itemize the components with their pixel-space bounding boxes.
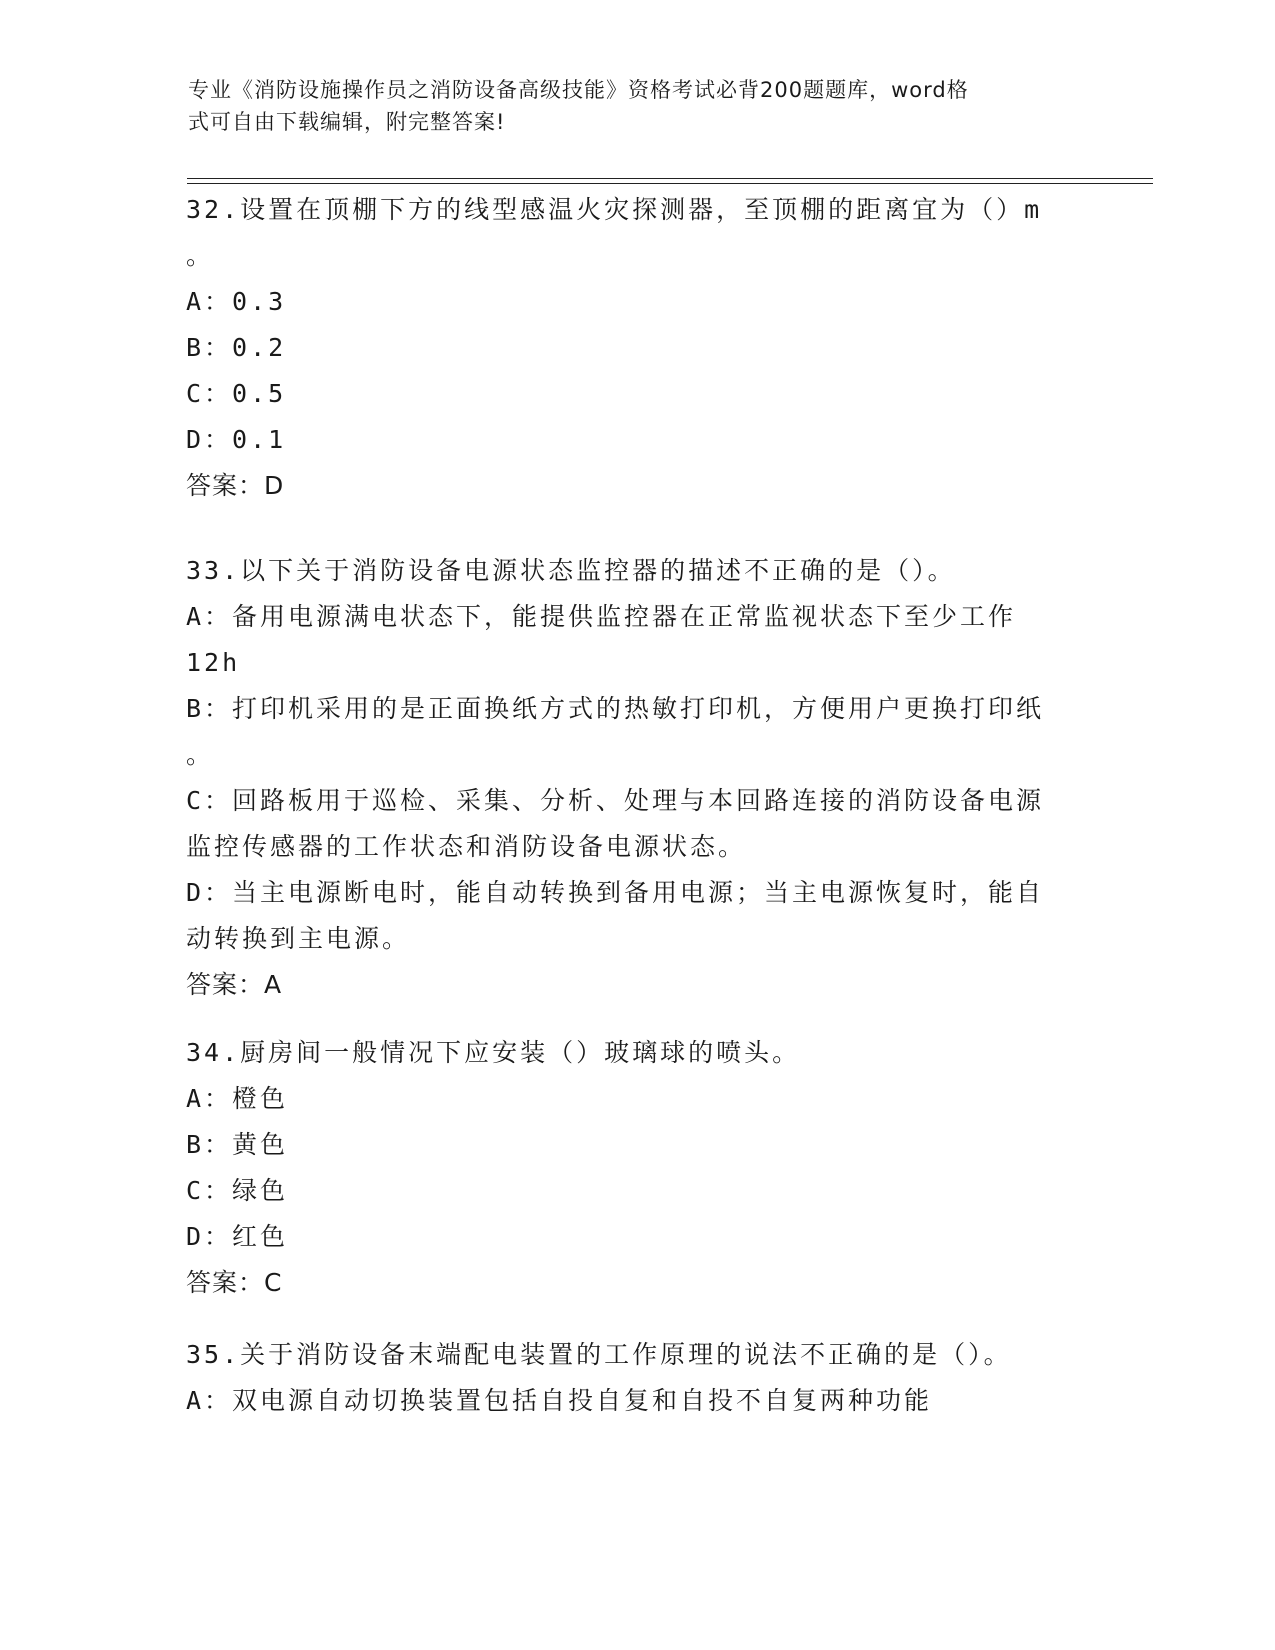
question-32 — [186, 187, 1086, 509]
answer: 答案：D — [186, 471, 285, 500]
option-b: B：打印机采用的是正面换纸方式的热敏打印机，方便用户更换打印纸 — [186, 694, 1045, 723]
document-header — [188, 74, 1068, 138]
option-a-continued: 12h — [186, 648, 241, 677]
option-d: D：当主电源断电时，能自动转换到备用电源；当主电源恢复时，能自 — [186, 878, 1045, 907]
question-stem: 34.厨房间一般情况下应安装（）玻璃球的喷头。 — [186, 1038, 801, 1067]
answer: 答案：C — [186, 1268, 283, 1297]
option-d: D：红色 — [186, 1222, 289, 1251]
option-b: B：0.2 — [186, 333, 287, 362]
option-a: A：橙色 — [186, 1084, 289, 1113]
question-33 — [186, 548, 1086, 1008]
answer: 答案：A — [186, 970, 283, 999]
question-stem-continued: 。 — [186, 241, 215, 270]
question-34 — [186, 1030, 1086, 1306]
option-c: C：绿色 — [186, 1176, 289, 1205]
option-a: A：备用电源满电状态下，能提供监控器在正常监视状态下至少工作 — [186, 602, 1017, 631]
option-d: D：0.1 — [186, 425, 287, 454]
option-c: C：0.5 — [186, 379, 287, 408]
header-divider-top — [187, 178, 1153, 179]
option-a: A：0.3 — [186, 287, 287, 316]
option-c-continued: 监控传感器的工作状态和消防设备电源状态。 — [186, 832, 747, 861]
option-c: C：回路板用于巡检、采集、分析、处理与本回路连接的消防设备电源 — [186, 786, 1045, 815]
header-divider-bottom — [187, 183, 1153, 184]
option-d-continued: 动转换到主电源。 — [186, 924, 411, 953]
question-stem: 33.以下关于消防设备电源状态监控器的描述不正确的是（）。 — [186, 556, 956, 585]
option-a: A：双电源自动切换装置包括自投自复和自投不自复两种功能 — [186, 1386, 933, 1415]
header-line-2: 式可自由下载编辑，附完整答案! — [188, 110, 506, 134]
question-35 — [186, 1332, 1086, 1424]
question-stem: 35.关于消防设备末端配电装置的工作原理的说法不正确的是（）。 — [186, 1340, 1012, 1369]
option-b-continued: 。 — [186, 740, 215, 769]
question-stem: 32.设置在顶棚下方的线型感温火灾探测器，至顶棚的距离宜为（）m — [186, 195, 1043, 224]
option-b: B：黄色 — [186, 1130, 289, 1159]
header-line-1: 专业《消防设施操作员之消防设备高级技能》资格考试必背200题题库，word格 — [188, 78, 969, 102]
